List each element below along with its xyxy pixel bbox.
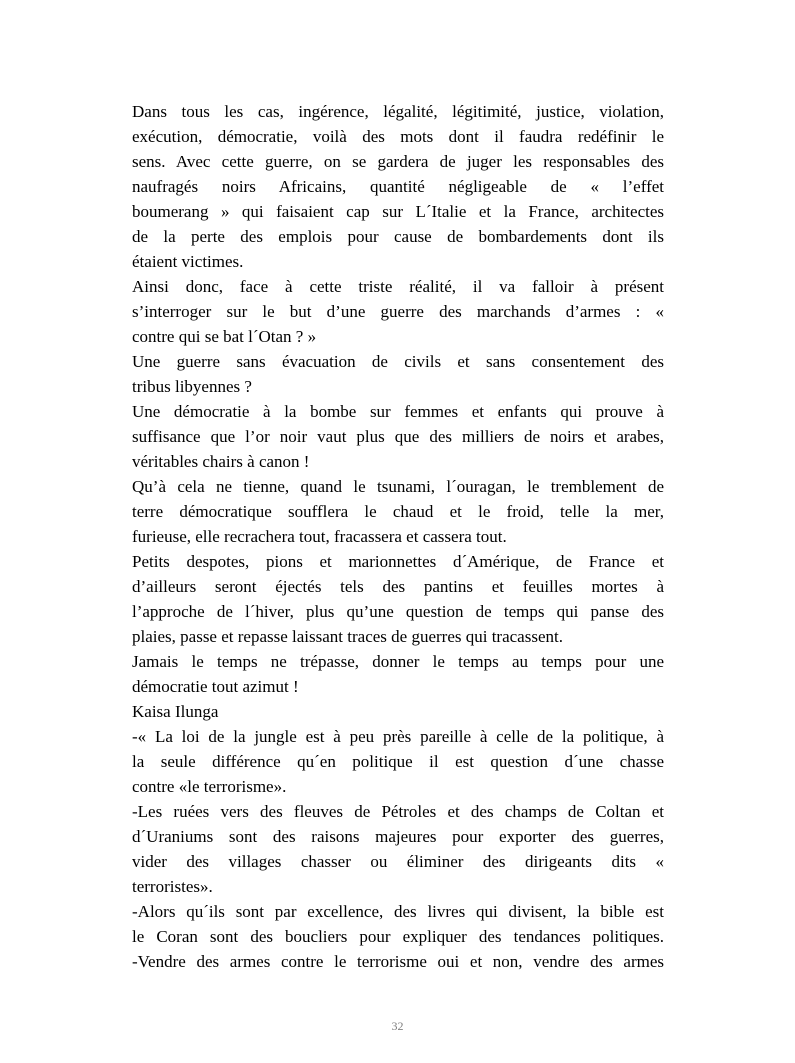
text-line: -« La loi de la jungle est à peu près pareille à celle de la politique, à	[132, 727, 664, 746]
text-line: Une démocratie à la bombe sur femmes et enfants qui prouve à	[132, 402, 664, 421]
text-line: Dans tous les cas, ingérence, légalité, légitimité, justice, violation,	[132, 102, 664, 121]
text-line: -Les ruées vers des fleuves de Pétroles et des champs de Coltan et	[132, 802, 664, 821]
text-line: véritables chairs à canon !	[132, 452, 310, 471]
text-line: suffisance que l’or noir vaut plus que des milliers de noirs et arabes,	[132, 427, 664, 446]
text-line: Qu’à cela ne tienne, quand le tsunami, l´ouragan, le tremblement de	[132, 477, 664, 496]
text-line: l’approche de l´hiver, plus qu’une question de temps qui panse des	[132, 602, 664, 621]
text-line: sens. Avec cette guerre, on se gardera de juger les responsables des	[132, 152, 664, 171]
text-line: étaient victimes.	[132, 252, 244, 271]
text-line: Jamais le temps ne trépasse, donner le temps au temps pour une	[132, 652, 664, 671]
text-line: Une guerre sans évacuation de civils et sans consentement des	[132, 352, 664, 371]
text-line: -Vendre des armes contre le terrorisme oui et non, vendre des armes	[132, 952, 664, 971]
page-number: 32	[391, 1019, 404, 1033]
text-line: terroristes».	[132, 877, 213, 896]
text-line: plaies, passe et repasse laissant traces de guerres qui tracassent.	[132, 627, 563, 646]
text-line: Ainsi donc, face à cette triste réalité, il va falloir à présent	[132, 277, 664, 296]
page-text-block	[132, 99, 664, 974]
text-line: Kaisa Ilunga	[132, 702, 219, 721]
text-line: contre qui se bat l´Otan ? »	[132, 327, 317, 346]
text-line: Petits despotes, pions et marionnettes d´Amérique, de France et	[132, 552, 664, 571]
text-line: s’interroger sur le but d’une guerre des marchands d’armes : «	[132, 302, 664, 321]
text-line: exécution, démocratie, voilà des mots dont il faudra redéfinir le	[132, 127, 664, 146]
text-line: d’ailleurs seront éjectés tels des pantins et feuilles mortes à	[132, 577, 664, 596]
text-line: la seule différence qu´en politique il est question d´une chasse	[132, 752, 664, 771]
text-line: boumerang » qui faisaient cap sur L´Italie et la France, architectes	[132, 202, 664, 221]
text-line: d´Uraniums sont des raisons majeures pour exporter des guerres,	[132, 827, 664, 846]
text-line: de la perte des emplois pour cause de bombardements dont ils	[132, 227, 664, 246]
text-line: contre «le terrorisme».	[132, 777, 287, 796]
text-line: naufragés noirs Africains, quantité négligeable de « l’effet	[132, 177, 664, 196]
text-line: démocratie tout azimut !	[132, 677, 299, 696]
text-line: tribus libyennes ?	[132, 377, 252, 396]
text-line: le Coran sont des boucliers pour expliquer des tendances politiques.	[132, 927, 664, 946]
text-line: furieuse, elle recrachera tout, fracassera et cassera tout.	[132, 527, 507, 546]
text-line: vider des villages chasser ou éliminer des dirigeants dits «	[132, 852, 664, 871]
text-line: terre démocratique soufflera le chaud et le froid, telle la mer,	[132, 502, 664, 521]
text-line: -Alors qu´ils sont par excellence, des livres qui divisent, la bible est	[132, 902, 664, 921]
